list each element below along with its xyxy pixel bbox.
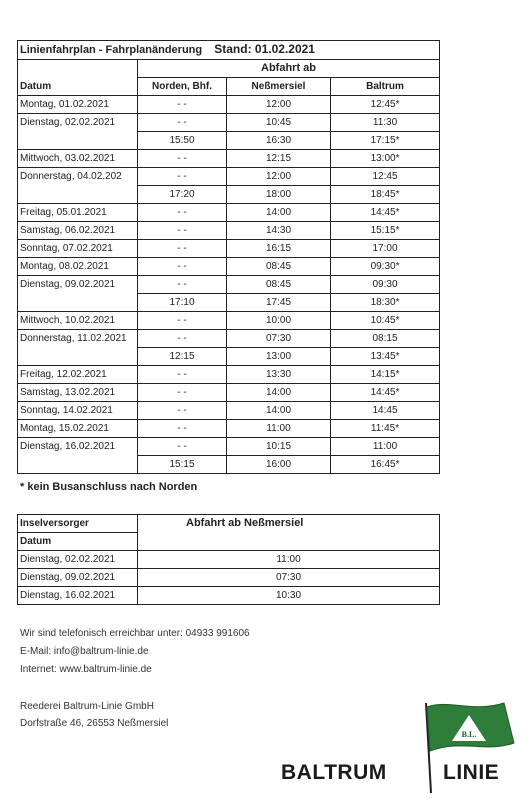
schedule-row xyxy=(18,240,440,258)
datum-cell xyxy=(18,186,138,204)
datum-cell: Mittwoch, 10.02.2021 xyxy=(18,312,138,330)
baltrum-cell: 08:15 xyxy=(331,330,440,348)
col-nessmersiel: Neßmersiel xyxy=(227,78,331,96)
datum-cell xyxy=(18,132,138,150)
datum-cell: Montag, 15.02.2021 xyxy=(18,420,138,438)
baltrum-cell: 17:00 xyxy=(331,240,440,258)
nessmersiel-cell: 14:00 xyxy=(227,384,331,402)
versorger-title-row xyxy=(18,515,440,533)
footnote: * kein Busanschluss nach Norden xyxy=(20,481,198,493)
baltrum-cell: 12:45* xyxy=(331,96,440,114)
baltrum-cell: 14:15* xyxy=(331,366,440,384)
schedule-row xyxy=(18,312,440,330)
norden-cell: - - xyxy=(138,114,227,132)
col-baltrum: Baltrum xyxy=(331,78,440,96)
versorger-col-datum: Datum xyxy=(18,533,138,551)
datum-cell xyxy=(18,456,138,474)
versorger-row xyxy=(18,569,440,587)
datum-cell xyxy=(18,348,138,366)
norden-cell: 12:15 xyxy=(138,348,227,366)
baltrum-cell: 18:45* xyxy=(331,186,440,204)
schedule-row xyxy=(18,402,440,420)
schedule-row xyxy=(18,366,440,384)
group-header-row xyxy=(18,60,440,78)
schedule-title: Linienfahrplan - Fahrplanänderung xyxy=(20,44,203,56)
schedule-row xyxy=(18,132,440,150)
baltrum-cell: 11:00 xyxy=(331,438,440,456)
datum-cell: Samstag, 13.02.2021 xyxy=(18,384,138,402)
norden-cell: - - xyxy=(138,420,227,438)
nessmersiel-cell: 16:15 xyxy=(227,240,331,258)
datum-cell: Sonntag, 07.02.2021 xyxy=(18,240,138,258)
versorger-row xyxy=(18,551,440,569)
company-address: Dorfstraße 46, 26553 Neßmersiel xyxy=(20,718,169,729)
column-header-row xyxy=(18,78,440,96)
nessmersiel-cell: 11:00 xyxy=(227,420,331,438)
schedule-row xyxy=(18,96,440,114)
datum-cell: Mittwoch, 03.02.2021 xyxy=(18,150,138,168)
versorger-table xyxy=(17,514,440,605)
baltrum-cell: 12:45 xyxy=(331,168,440,186)
baltrum-cell: 09:30 xyxy=(331,276,440,294)
schedule-row xyxy=(18,186,440,204)
baltrum-cell: 11:45* xyxy=(331,420,440,438)
norden-cell: - - xyxy=(138,438,227,456)
nessmersiel-cell: 14:00 xyxy=(227,402,331,420)
baltrum-cell: 16:45* xyxy=(331,456,440,474)
schedule-row xyxy=(18,330,440,348)
versorger-datum-cell: Dienstag, 09.02.2021 xyxy=(18,569,138,587)
logo-text-left: BALTRUM xyxy=(281,761,387,784)
nessmersiel-cell: 08:45 xyxy=(227,258,331,276)
norden-cell: 17:20 xyxy=(138,186,227,204)
contact-internet: Internet: www.baltrum-linie.de xyxy=(20,664,152,675)
versorger-time-cell: 10:30 xyxy=(138,587,440,605)
norden-cell: - - xyxy=(138,330,227,348)
baltrum-linie-logo xyxy=(278,695,528,795)
schedule-row xyxy=(18,150,440,168)
datum-cell: Donnerstag, 04.02.202 xyxy=(18,168,138,186)
datum-cell: Dienstag, 16.02.2021 xyxy=(18,438,138,456)
schedule-row xyxy=(18,204,440,222)
nessmersiel-cell: 12:15 xyxy=(227,150,331,168)
datum-cell: Montag, 08.02.2021 xyxy=(18,258,138,276)
norden-cell: - - xyxy=(138,402,227,420)
nessmersiel-cell: 12:00 xyxy=(227,96,331,114)
norden-cell: - - xyxy=(138,204,227,222)
schedule-table xyxy=(17,40,440,474)
nessmersiel-cell: 14:30 xyxy=(227,222,331,240)
schedule-row xyxy=(18,258,440,276)
norden-cell: 15:15 xyxy=(138,456,227,474)
contact-email: E-Mail: info@baltrum-linie.de xyxy=(20,646,149,657)
schedule-row xyxy=(18,114,440,132)
schedule-row xyxy=(18,420,440,438)
nessmersiel-cell: 17:45 xyxy=(227,294,331,312)
norden-cell: - - xyxy=(138,258,227,276)
versorger-time-cell: 11:00 xyxy=(138,551,440,569)
flag-text: B.L. xyxy=(461,730,477,739)
norden-cell: - - xyxy=(138,222,227,240)
datum-cell: Sonntag, 14.02.2021 xyxy=(18,402,138,420)
contact-phone: Wir sind telefonisch erreichbar unter: 04933 991606 xyxy=(20,628,250,639)
versorger-datum-cell: Dienstag, 16.02.2021 xyxy=(18,587,138,605)
company-name: Reederei Baltrum-Linie GmbH xyxy=(20,701,154,712)
norden-cell: 17:10 xyxy=(138,294,227,312)
nessmersiel-cell: 10:15 xyxy=(227,438,331,456)
logo-text-right: LINIE xyxy=(443,761,500,784)
norden-cell: - - xyxy=(138,96,227,114)
schedule-row xyxy=(18,294,440,312)
nessmersiel-cell: 18:00 xyxy=(227,186,331,204)
baltrum-cell: 13:45* xyxy=(331,348,440,366)
nessmersiel-cell: 12:00 xyxy=(227,168,331,186)
versorger-time-cell: 07:30 xyxy=(138,569,440,587)
versorger-datum-cell: Dienstag, 02.02.2021 xyxy=(18,551,138,569)
baltrum-cell: 11:30 xyxy=(331,114,440,132)
datum-cell: Freitag, 05.01.2021 xyxy=(18,204,138,222)
stand-date: Stand: 01.02.2021 xyxy=(214,42,315,56)
nessmersiel-cell: 10:45 xyxy=(227,114,331,132)
norden-cell: - - xyxy=(138,384,227,402)
norden-cell: - - xyxy=(138,150,227,168)
nessmersiel-cell: 16:30 xyxy=(227,132,331,150)
nessmersiel-cell: 08:45 xyxy=(227,276,331,294)
norden-cell: - - xyxy=(138,366,227,384)
nessmersiel-cell: 14:00 xyxy=(227,204,331,222)
baltrum-cell: 14:45 xyxy=(331,402,440,420)
datum-cell: Samstag, 06.02.2021 xyxy=(18,222,138,240)
norden-cell: - - xyxy=(138,312,227,330)
norden-cell: - - xyxy=(138,276,227,294)
datum-cell: Montag, 01.02.2021 xyxy=(18,96,138,114)
datum-cell: Dienstag, 09.02.2021 xyxy=(18,276,138,294)
baltrum-cell: 17:15* xyxy=(331,132,440,150)
nessmersiel-cell: 10:00 xyxy=(227,312,331,330)
datum-cell: Freitag, 12.02.2021 xyxy=(18,366,138,384)
baltrum-cell: 10:45* xyxy=(331,312,440,330)
schedule-row xyxy=(18,348,440,366)
baltrum-cell: 18:30* xyxy=(331,294,440,312)
nessmersiel-cell: 13:00 xyxy=(227,348,331,366)
title-row xyxy=(18,41,440,60)
baltrum-cell: 15:15* xyxy=(331,222,440,240)
norden-cell: - - xyxy=(138,168,227,186)
schedule-row xyxy=(18,384,440,402)
datum-cell: Donnerstag, 11.02.2021 xyxy=(18,330,138,348)
versorger-header: Abfahrt ab Neßmersiel xyxy=(138,515,440,551)
schedule-row xyxy=(18,222,440,240)
schedule-row xyxy=(18,276,440,294)
baltrum-cell: 09:30* xyxy=(331,258,440,276)
datum-cell: Dienstag, 02.02.2021 xyxy=(18,114,138,132)
baltrum-cell: 14:45* xyxy=(331,204,440,222)
baltrum-cell: 13:00* xyxy=(331,150,440,168)
col-norden: Norden, Bhf. xyxy=(138,78,227,96)
baltrum-cell: 14:45* xyxy=(331,384,440,402)
nessmersiel-cell: 16:00 xyxy=(227,456,331,474)
norden-cell: 15:50 xyxy=(138,132,227,150)
norden-cell: - - xyxy=(138,240,227,258)
schedule-row xyxy=(18,438,440,456)
col-datum: Datum xyxy=(18,78,138,96)
nessmersiel-cell: 07:30 xyxy=(227,330,331,348)
group-header: Abfahrt ab xyxy=(138,60,440,78)
versorger-title: Inselversorger xyxy=(18,515,138,533)
datum-cell xyxy=(18,294,138,312)
nessmersiel-cell: 13:30 xyxy=(227,366,331,384)
schedule-row xyxy=(18,456,440,474)
versorger-row xyxy=(18,587,440,605)
schedule-row xyxy=(18,168,440,186)
